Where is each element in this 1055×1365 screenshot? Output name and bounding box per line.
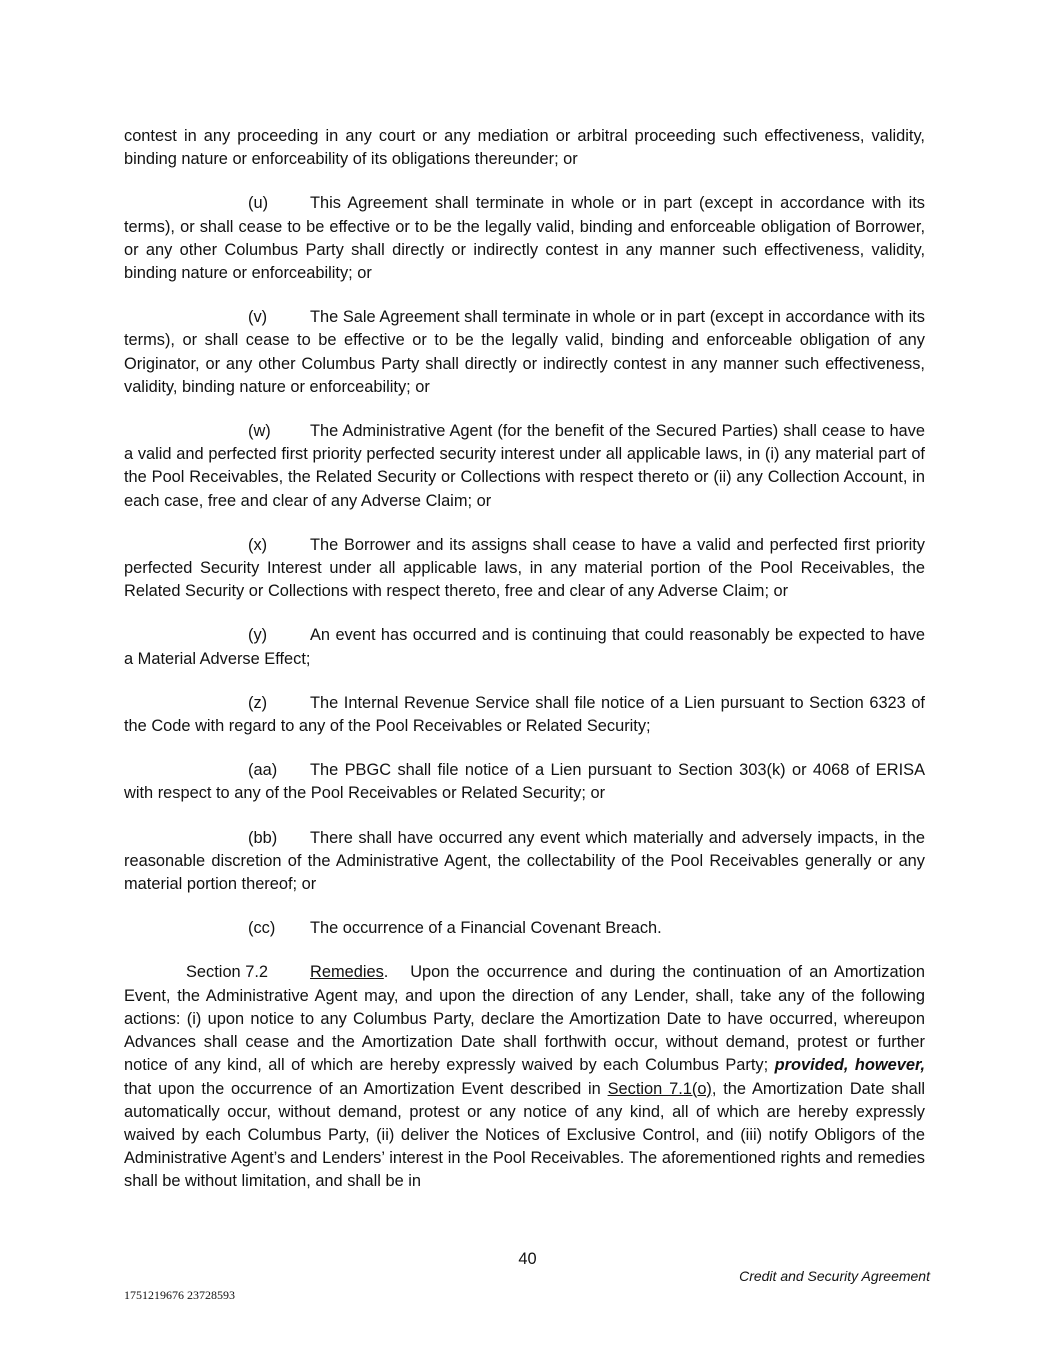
list-item (124, 624, 925, 670)
section-text: , the Amortization Date shall automatically occur, without demand, protest or any notice of any kind, all of which are hereby expressly waived by each Columbus Party, (ii) deliver the Notices of Exclusive Control, and (iii) notify Obligors of the Administrative Agent’s and Lenders’ interest in the Pool Receivables. The aforementioned rights and remedies shall be without limitation, and shall be in (124, 1079, 925, 1191)
item-number: (bb) (248, 828, 278, 847)
section-heading-punct: . (383, 963, 389, 982)
list-item (124, 192, 925, 285)
list-item (124, 827, 925, 897)
item-text: This Agreement shall terminate in whole or in part (except in accordance with its terms), or shall cease to be effective or to be the legally valid, binding and enforceable obligation of Borrower, or any other Columbus Party shall directly or indirectly contest in any manner such effectiveness, validity, binding nature or enforceability; or (124, 194, 925, 283)
proviso-text: provided, however, (774, 1056, 926, 1075)
footer-document-id: 1751219676 23728593 (124, 1288, 235, 1302)
page-number: 40 (518, 1250, 537, 1268)
item-text: The occurrence of a Financial Covenant Breach. (310, 919, 662, 938)
section-text: Upon the occurrence and during the continuation of an Amortization Event, the Administrative Agent may, and upon the direction of any Lender, shall, take any of the following actions: (i) upon notice to any Columbus Party, declare the Amortization Date to have occurred, whereupon Advances shall cease and the Amortization Date shall forthwith occur, without demand, protest or further notice of any kind, all of which are hereby expressly waived by each Columbus Party; (124, 963, 925, 1075)
footer-document-title: Credit and Security Agreement (739, 1268, 930, 1284)
continuation-paragraph: contest in any proceeding in any court or any mediation or arbitral proceeding such effectiveness, validity, binding nature or enforceability of its obligations thereunder; or (124, 127, 925, 169)
list-item (124, 692, 925, 738)
section-heading: Remedies (310, 963, 384, 982)
item-text: The Internal Revenue Service shall file notice of a Lien pursuant to Section 6323 of the Code with regard to any of the Pool Receivables or Related Security; (124, 693, 925, 736)
item-number: (y) (248, 626, 268, 645)
list-item (124, 534, 925, 604)
item-number: (u) (248, 194, 269, 213)
item-number: (aa) (248, 761, 278, 780)
section-cross-reference: Section 7.1(o) (607, 1079, 712, 1098)
item-number: (x) (248, 535, 268, 554)
item-number: (w) (248, 422, 271, 441)
item-number: (cc) (248, 919, 276, 938)
item-text: An event has occurred and is continuing that could reasonably be expected to have a Material Adverse Effect; (124, 626, 925, 668)
list-item (124, 917, 925, 940)
list-item (124, 759, 925, 805)
item-text: The PBGC shall file notice of a Lien pursuant to Section 303(k) or 4068 of ERISA with respect to any of the Pool Receivables or Related Security; or (124, 761, 925, 803)
section-7-2-paragraph (124, 961, 925, 1193)
document-body (124, 125, 925, 1215)
section-text: that upon the occurrence of an Amortization Event described in (124, 1079, 608, 1098)
item-text: The Administrative Agent (for the benefit of the Secured Parties) shall cease to have a valid and perfected first priority perfected security interest under all applicable laws, in (i) any material part of the Pool Receivables, the Related Security or Collections with respect thereto or (ii) any Collection Account, in each case, free and clear of any Adverse Claim; or (124, 422, 925, 510)
item-number: (v) (248, 308, 268, 327)
item-number: (z) (248, 693, 268, 712)
list-item (124, 306, 925, 399)
section-label: Section 7.2 (186, 963, 269, 982)
event-list (124, 192, 925, 940)
list-item (124, 420, 925, 513)
item-text: There shall have occurred any event which materially and adversely impacts, in the reasonable discretion of the Administrative Agent, the collectability of the Pool Receivables generally or any material portion thereof; or (124, 828, 925, 894)
item-text: The Borrower and its assigns shall cease to have a valid and perfected first priority perfected Security Interest under all applicable laws, in any material portion of the Pool Receivables, the Related Security or Collections with respect thereto, free and clear of any Adverse Claim; or (124, 535, 925, 601)
item-text: The Sale Agreement shall terminate in whole or in part (except in accordance with its terms), or shall cease to be effective or to be the legally valid, binding and enforceable obligation of any Originator, or any other Columbus Party shall directly or indirectly contest in any manner such effectiveness, validity, binding nature or enforceability; or (124, 308, 925, 396)
